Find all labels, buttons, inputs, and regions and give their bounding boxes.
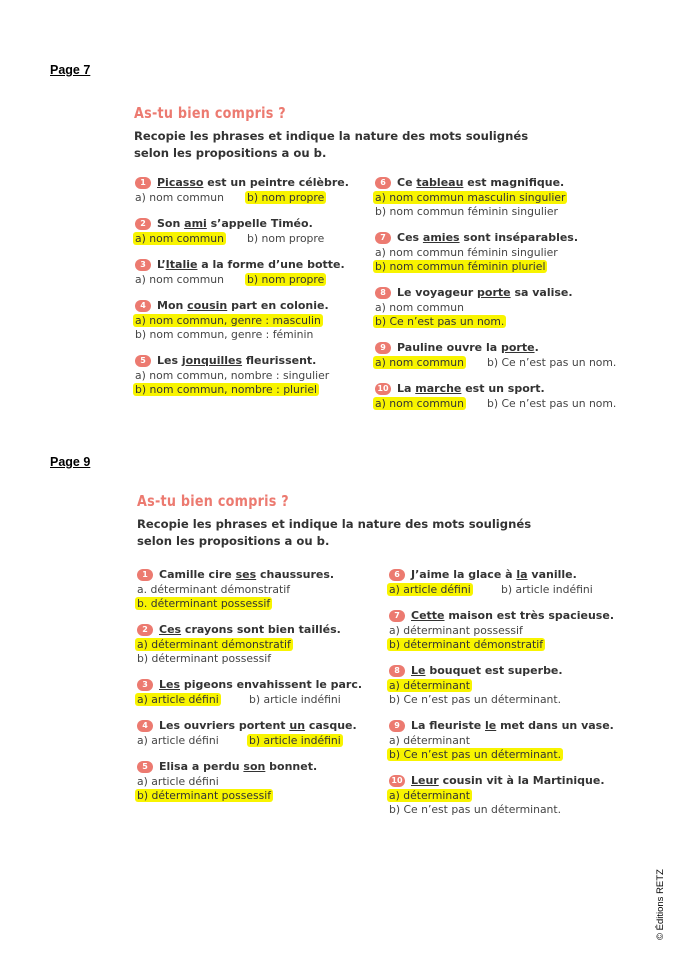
sentence-text: Les ouvriers portent <box>159 719 290 732</box>
answer-text: a) nom commun <box>375 301 464 314</box>
underlined-word: ses <box>235 568 257 581</box>
left-column <box>137 566 362 813</box>
answer-option <box>247 191 326 205</box>
answer-option <box>487 397 618 411</box>
question-sentence <box>375 339 618 356</box>
question-sentence <box>135 174 349 191</box>
sentence-text: chaussures. <box>256 568 335 581</box>
sentence-text: bouquet est superbe. <box>425 664 563 677</box>
highlighted-answer: a) article défini <box>137 693 219 706</box>
answer-option <box>375 260 618 274</box>
highlighted-answer: b) nom commun, nombre : pluriel <box>135 383 317 396</box>
highlighted-answer: a) déterminant <box>389 789 470 802</box>
answer-options <box>375 301 618 329</box>
instruction <box>134 128 528 161</box>
question-item <box>375 284 618 329</box>
underlined-word: Cette <box>411 609 445 622</box>
sentence-text: . <box>534 341 539 354</box>
answer-text: a) nom commun <box>135 273 224 286</box>
highlighted-answer: a) nom commun <box>135 232 224 245</box>
question-number-badge: 5 <box>135 355 151 367</box>
answer-option <box>375 191 618 205</box>
answer-options <box>375 356 618 370</box>
highlighted-answer: b. déterminant possessif <box>137 597 271 610</box>
question-sentence <box>137 758 362 775</box>
highlighted-answer: a) nom commun <box>375 397 464 410</box>
question-number-badge: 2 <box>137 624 153 636</box>
question-number-badge: 9 <box>389 720 405 732</box>
answer-option <box>137 638 362 652</box>
question-sentence <box>137 676 362 693</box>
question-item <box>135 256 349 287</box>
answer-option <box>135 232 247 246</box>
sentence-text: cousin vit à la Martinique. <box>438 774 605 787</box>
answer-option <box>375 397 487 411</box>
sentence-text: bonnet. <box>265 760 318 773</box>
question-item <box>375 229 618 274</box>
answer-option <box>487 356 618 370</box>
answer-option <box>375 356 487 370</box>
question-sentence <box>135 215 349 232</box>
answer-option <box>389 624 614 638</box>
question-number-badge: 6 <box>389 569 405 581</box>
page-label: Page 7 <box>50 63 91 77</box>
question-item <box>137 758 362 803</box>
underlined-word: amies <box>422 231 460 244</box>
sentence-text: s’appelle Timéo. <box>206 217 313 230</box>
answer-option <box>247 232 326 246</box>
underlined-word: tableau <box>416 176 464 189</box>
question-item <box>135 215 349 246</box>
question-number-badge: 3 <box>137 679 153 691</box>
answer-text: a) déterminant possessif <box>389 624 523 637</box>
answer-text: b) Ce n’est pas un nom. <box>487 397 617 410</box>
question-item <box>375 174 618 219</box>
answer-option <box>137 583 362 597</box>
underlined-word: cousin <box>187 299 228 312</box>
underlined-word: Italie <box>165 258 198 271</box>
answer-option <box>389 638 614 652</box>
answer-option <box>389 789 614 803</box>
sentence-text: est un peintre célèbre. <box>203 176 349 189</box>
instruction-line: Recopie les phrases et indique la nature des mots soulignés <box>137 517 532 531</box>
highlighted-answer: a) déterminant <box>389 679 470 692</box>
question-number-badge: 6 <box>375 177 391 189</box>
question-item <box>389 772 614 817</box>
answer-text: b) article indéfini <box>249 693 341 706</box>
answer-option <box>375 246 618 260</box>
question-number-badge: 1 <box>135 177 151 189</box>
sentence-text: sa valise. <box>510 286 573 299</box>
question-item <box>137 717 362 748</box>
answer-option <box>389 679 614 693</box>
question-sentence <box>375 229 618 246</box>
instruction-line: selon les propositions a ou b. <box>134 145 327 160</box>
question-item <box>389 662 614 707</box>
answer-text: a) nom commun <box>135 191 224 204</box>
highlighted-answer: a) nom commun <box>375 356 464 369</box>
sentence-text: Le voyageur <box>397 286 478 299</box>
answer-text: b) Ce n’est pas un déterminant. <box>389 803 562 816</box>
question-number-badge: 10 <box>389 775 405 787</box>
sentence-text: Elisa a perdu <box>159 760 244 773</box>
answer-option <box>247 273 326 287</box>
answer-option <box>375 315 618 329</box>
sentence-text: Camille cire <box>159 568 236 581</box>
question-sentence <box>135 297 349 314</box>
answer-options <box>135 191 349 205</box>
answer-option <box>137 597 362 611</box>
question-number-badge: 1 <box>137 569 153 581</box>
answer-text: b) article indéfini <box>501 583 593 596</box>
sentence-text: Mon <box>157 299 188 312</box>
right-column <box>375 174 618 421</box>
answer-option <box>137 775 362 789</box>
answer-option <box>137 789 362 803</box>
answer-options <box>389 734 614 762</box>
underlined-word: jonquilles <box>181 354 243 367</box>
question-item <box>135 297 349 342</box>
question-item <box>137 676 362 707</box>
right-column <box>389 566 614 827</box>
answer-options <box>137 693 362 707</box>
sentence-text: part en colonie. <box>227 299 329 312</box>
answer-option <box>135 328 349 342</box>
question-number-badge: 5 <box>137 761 153 773</box>
question-number-badge: 8 <box>389 665 405 677</box>
highlighted-answer: b) nom commun féminin pluriel <box>375 260 546 273</box>
answer-option <box>375 301 618 315</box>
question-item <box>389 607 614 652</box>
question-item <box>375 380 618 411</box>
question-item <box>389 717 614 762</box>
underlined-word: son <box>243 760 266 773</box>
answer-option <box>389 583 501 597</box>
answer-option <box>137 652 362 666</box>
answer-option <box>135 383 349 397</box>
underlined-word: marche <box>415 382 462 395</box>
underlined-word: ami <box>184 217 207 230</box>
question-sentence <box>137 566 362 583</box>
sentence-text: casque. <box>305 719 357 732</box>
sentence-text: Pauline ouvre la <box>397 341 501 354</box>
answer-options <box>135 273 349 287</box>
highlighted-answer: a) article défini <box>389 583 471 596</box>
answer-options <box>375 246 618 274</box>
sentence-text: est magnifique. <box>463 176 565 189</box>
answer-text: a) nom commun, nombre : singulier <box>135 369 330 382</box>
highlighted-answer: a) déterminant démonstratif <box>137 638 291 651</box>
question-sentence <box>389 607 614 624</box>
sentence-text: Ces <box>397 231 423 244</box>
question-number-badge: 10 <box>375 383 391 395</box>
underlined-word: porte <box>500 341 535 354</box>
question-item <box>137 566 362 611</box>
underlined-word: porte <box>477 286 511 299</box>
answer-option <box>389 748 614 762</box>
sentence-text: crayons sont bien taillés. <box>181 623 341 636</box>
sentence-text: Ce <box>397 176 417 189</box>
answer-option <box>389 803 614 817</box>
answer-options <box>135 314 349 342</box>
answer-option <box>249 734 343 748</box>
answer-options <box>375 191 618 219</box>
answer-option <box>501 583 595 597</box>
highlighted-answer: a) nom commun, genre : masculin <box>135 314 321 327</box>
question-sentence <box>375 174 618 191</box>
copyright: © Éditions RETZ <box>655 869 666 940</box>
question-sentence <box>135 352 349 369</box>
answer-text: a. déterminant démonstratif <box>137 583 290 596</box>
answer-option <box>135 273 247 287</box>
highlighted-answer: b) article indéfini <box>249 734 341 747</box>
answer-option <box>375 205 618 219</box>
highlighted-answer: b) Ce n’est pas un nom. <box>375 315 505 328</box>
sentence-text: met dans un vase. <box>496 719 614 732</box>
question-sentence <box>135 256 349 273</box>
answer-text: b) nom propre <box>247 232 325 245</box>
question-number-badge: 2 <box>135 218 151 230</box>
underlined-word: le <box>485 719 497 732</box>
question-number-badge: 3 <box>135 259 151 271</box>
question-number-badge: 7 <box>389 610 405 622</box>
answer-text: b) déterminant possessif <box>137 652 272 665</box>
question-number-badge: 9 <box>375 342 391 354</box>
highlighted-answer: b) déterminant possessif <box>137 789 272 802</box>
answer-option <box>137 693 249 707</box>
question-item <box>135 174 349 205</box>
answer-option <box>389 734 614 748</box>
instruction <box>137 516 531 549</box>
underlined-word: Le <box>411 664 426 677</box>
sentence-text: Son <box>157 217 185 230</box>
answer-option <box>135 314 349 328</box>
highlighted-answer: b) nom propre <box>247 273 325 286</box>
highlighted-answer: b) nom propre <box>247 191 325 204</box>
sentence-text: maison est très spacieuse. <box>444 609 614 622</box>
answer-options <box>389 583 614 597</box>
answer-options <box>389 789 614 817</box>
underlined-word: Les <box>159 678 181 691</box>
question-sentence <box>389 772 614 789</box>
answer-options <box>375 397 618 411</box>
question-item <box>135 352 349 397</box>
question-sentence <box>137 717 362 734</box>
answer-text: a) déterminant <box>389 734 470 747</box>
highlighted-answer: b) Ce n’est pas un déterminant. <box>389 748 562 761</box>
question-item <box>137 621 362 666</box>
instruction-line: Recopie les phrases et indique la nature des mots soulignés <box>134 129 529 143</box>
answer-option <box>135 369 349 383</box>
answer-text: b) nom commun, genre : féminin <box>135 328 314 341</box>
underlined-word: la <box>516 568 528 581</box>
question-sentence <box>389 566 614 583</box>
answer-option <box>249 693 343 707</box>
question-sentence <box>137 621 362 638</box>
question-sentence <box>389 717 614 734</box>
answer-text: a) nom commun féminin singulier <box>375 246 558 259</box>
answer-option <box>137 734 249 748</box>
sentence-text: est un sport. <box>461 382 545 395</box>
instruction-line: selon les propositions a ou b. <box>137 533 330 548</box>
answer-options <box>137 734 362 748</box>
underlined-word: Leur <box>411 774 439 787</box>
sentence-text: La fleuriste <box>411 719 485 732</box>
exercise-title: As-tu bien compris ? <box>137 492 289 510</box>
sentence-text: pigeons envahissent le parc. <box>180 678 363 691</box>
exercise-section <box>137 492 531 549</box>
answer-options <box>137 638 362 666</box>
answer-text: b) Ce n’est pas un déterminant. <box>389 693 562 706</box>
left-column <box>135 174 349 407</box>
underlined-word: Picasso <box>157 176 204 189</box>
answer-text: a) article défini <box>137 734 219 747</box>
question-sentence <box>375 284 618 301</box>
answer-text: a) article défini <box>137 775 219 788</box>
sentence-text: vanille. <box>527 568 577 581</box>
question-sentence <box>375 380 618 397</box>
answer-options <box>137 775 362 803</box>
question-item <box>375 339 618 370</box>
sentence-text: J’aime la glace à <box>411 568 517 581</box>
answer-options <box>389 624 614 652</box>
answer-text: b) Ce n’est pas un nom. <box>487 356 617 369</box>
sentence-text: L’ <box>157 258 166 271</box>
answer-options <box>135 232 349 246</box>
highlighted-answer: a) nom commun masculin singulier <box>375 191 566 204</box>
underlined-word: Ces <box>159 623 182 636</box>
question-number-badge: 7 <box>375 232 391 244</box>
exercise-section <box>134 104 528 161</box>
sentence-text: fleurissent. <box>242 354 317 367</box>
question-number-badge: 4 <box>135 300 151 312</box>
highlighted-answer: b) déterminant démonstratif <box>389 638 544 651</box>
question-sentence <box>389 662 614 679</box>
question-number-badge: 8 <box>375 287 391 299</box>
answer-options <box>389 679 614 707</box>
answer-options <box>135 369 349 397</box>
sentence-text: Les <box>157 354 182 367</box>
sentence-text: sont inséparables. <box>459 231 579 244</box>
underlined-word: un <box>289 719 306 732</box>
answer-option <box>135 191 247 205</box>
answer-text: b) nom commun féminin singulier <box>375 205 558 218</box>
question-item <box>389 566 614 597</box>
exercise-title: As-tu bien compris ? <box>134 104 286 122</box>
answer-option <box>389 693 614 707</box>
page-label: Page 9 <box>50 455 91 469</box>
answer-options <box>137 583 362 611</box>
sentence-text: La <box>397 382 416 395</box>
sentence-text: a la forme d’une botte. <box>197 258 345 271</box>
question-number-badge: 4 <box>137 720 153 732</box>
